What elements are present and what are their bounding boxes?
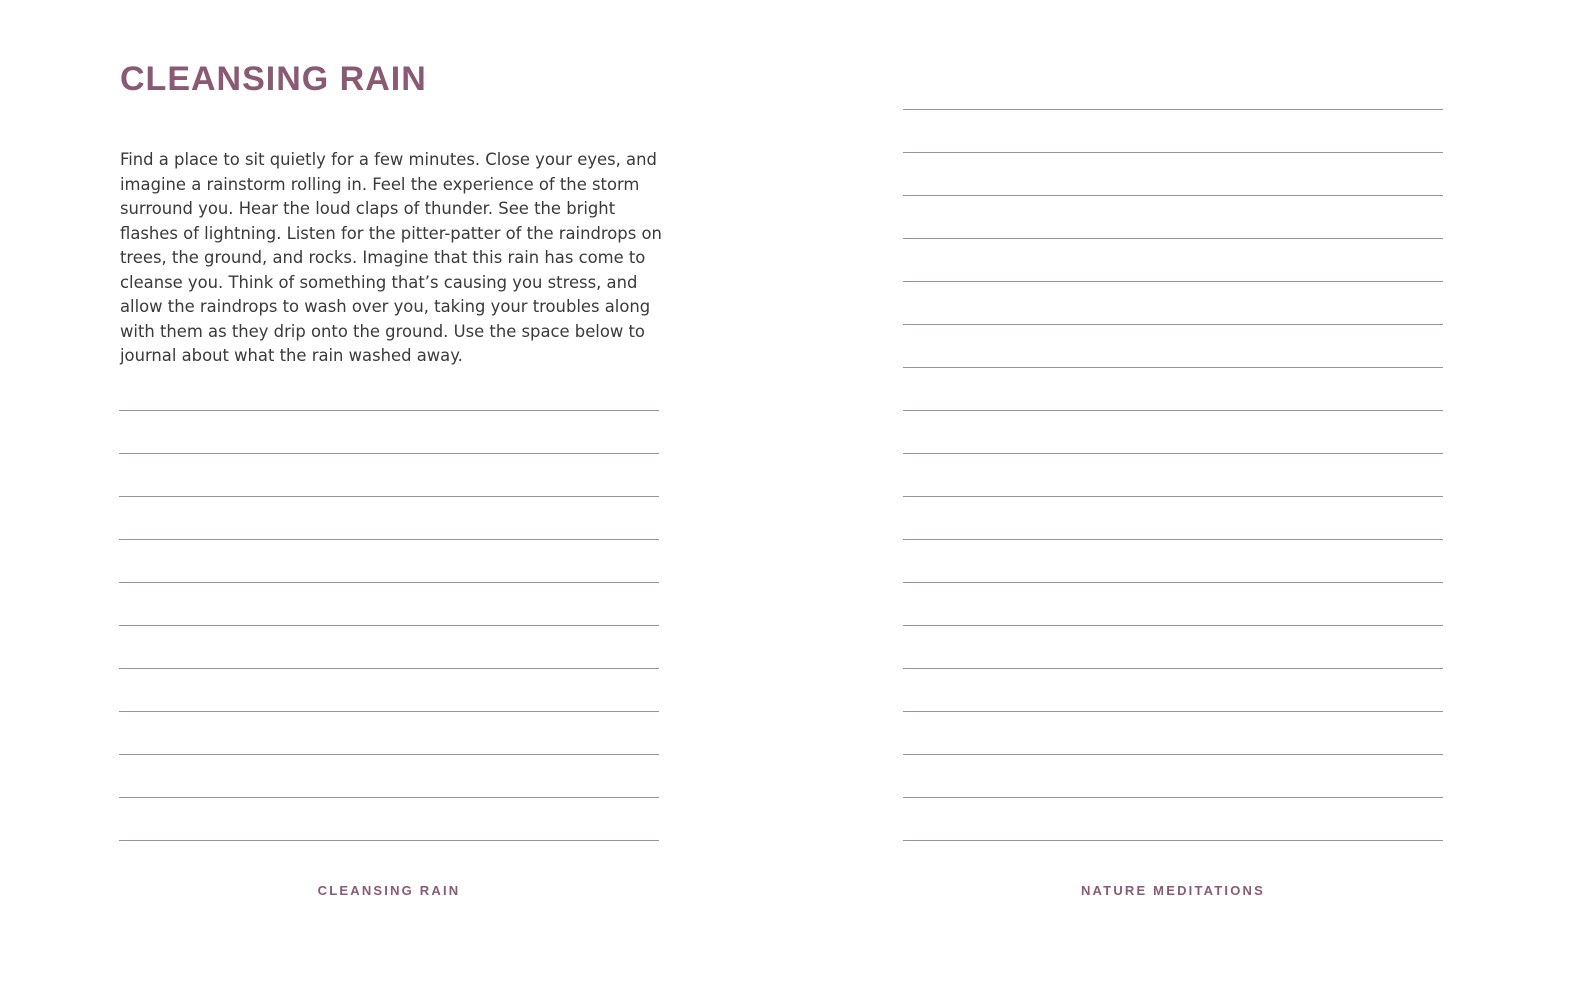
writing-line bbox=[119, 453, 659, 454]
writing-line bbox=[903, 539, 1443, 540]
writing-line bbox=[903, 109, 1443, 110]
writing-line bbox=[903, 754, 1443, 755]
writing-line bbox=[903, 238, 1443, 239]
right-page bbox=[789, 0, 1578, 984]
page-title: CLEANSING RAIN bbox=[120, 60, 427, 98]
writing-line bbox=[903, 152, 1443, 153]
writing-line bbox=[119, 754, 659, 755]
journal-lines-right bbox=[789, 0, 1578, 984]
writing-line bbox=[903, 840, 1443, 841]
footer-book-title: NATURE MEDITATIONS bbox=[1080, 883, 1266, 898]
writing-line bbox=[903, 668, 1443, 669]
writing-line bbox=[903, 281, 1443, 282]
writing-line bbox=[119, 711, 659, 712]
writing-line bbox=[903, 410, 1443, 411]
writing-line bbox=[119, 668, 659, 669]
writing-line bbox=[119, 539, 659, 540]
writing-line bbox=[903, 367, 1443, 368]
instructions-text: Find a place to sit quietly for a few minutes. Close your eyes, and imagine a rainstorm rolling in. Feel the experience of the storm surround you. Hear the loud claps of thunder. See the bright flashes of lightning. Listen for the pitter-patter of the raindrops on trees, the ground, and rocks. Imagine that this rain has come to cleanse you. Think of something that’s causing you stress, and allow the raindrops to wash over you, taking your troubles along with them as they drip onto the ground. Use the space below to journal about what the rain washed away. bbox=[120, 150, 662, 365]
writing-line bbox=[119, 410, 659, 411]
writing-line bbox=[903, 453, 1443, 454]
writing-line bbox=[119, 496, 659, 497]
footer-section-title: CLEANSING RAIN bbox=[317, 883, 461, 898]
writing-line bbox=[119, 625, 659, 626]
writing-line bbox=[903, 797, 1443, 798]
writing-line bbox=[903, 195, 1443, 196]
writing-line bbox=[119, 582, 659, 583]
writing-line bbox=[119, 840, 659, 841]
writing-line bbox=[119, 797, 659, 798]
writing-line bbox=[903, 711, 1443, 712]
writing-line bbox=[903, 496, 1443, 497]
writing-line bbox=[903, 324, 1443, 325]
writing-line bbox=[903, 625, 1443, 626]
writing-line bbox=[903, 582, 1443, 583]
